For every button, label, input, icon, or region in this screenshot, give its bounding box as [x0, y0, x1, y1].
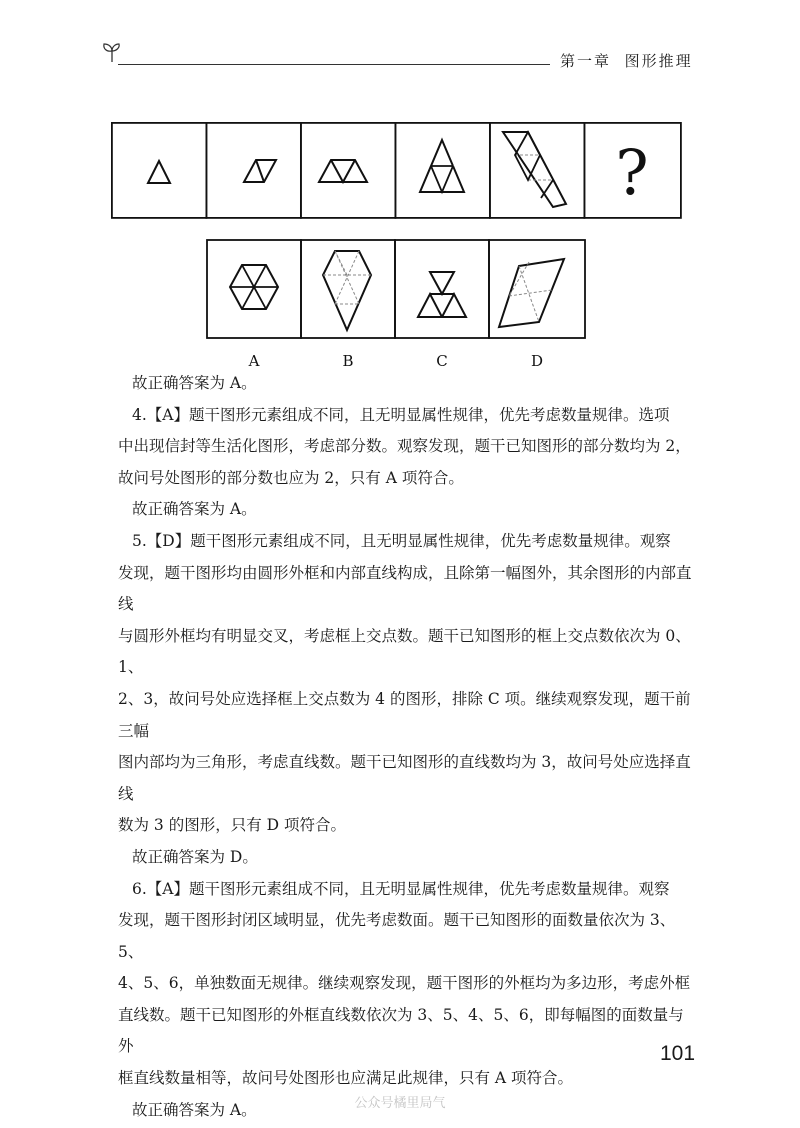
running-header [560, 50, 693, 71]
option-label-c: C [436, 352, 448, 370]
text-line: 5.【D】题干图形元素组成不同，且无明显属性规律，优先考虑数量规律。观察 [132, 531, 671, 550]
text-line: 故正确答案为 A。 [132, 374, 257, 392]
text-line: 直线数。题干已知图形的外框直线数依次为 3、5、4、5、6，即每幅图的面数量与外 [118, 1005, 684, 1056]
question-box [490, 123, 585, 218]
text-line: 中出现信封等生活化图形，考虑部分数。观察发现，题干已知图形的部分数均为 2， [118, 437, 691, 456]
question-box [206, 123, 301, 218]
text-line: 数为 3 的图形，只有 D 项符合。 [118, 816, 346, 835]
option-a-hexagon [230, 265, 278, 309]
header-rule [118, 64, 550, 65]
text-line: 图内部均为三角形，考虑直线数。题干已知图形的直线数均为 3，故问号处应选择直线 [118, 753, 691, 803]
solution-text [118, 368, 698, 1126]
paragraph [118, 400, 698, 495]
text-line: 2、3，故问号处应选择框上交点数为 4 的图形，排除 C 项。继续观察发现，题干前三幅 [118, 689, 691, 740]
question-mark: ? [615, 136, 649, 209]
option-labels [111, 340, 682, 370]
text-line: 故正确答案为 A。 [132, 1100, 257, 1119]
option-label-b: B [342, 352, 354, 370]
text-line: 发现，题干图形封闭区域明显，优先考虑数面。题干已知图形的面数量依次为 3、5、 [118, 911, 676, 961]
text-line: 4、5、6，单独数面无规律。继续观察发现，题干图形的外框均为多边形，考虑外框 [118, 974, 691, 993]
text-line: 与圆形外框均有明显交叉，考虑框上交点数。题干已知图形的框上交点数依次为 0、1、 [118, 626, 691, 677]
figure-two-triangles [244, 160, 276, 182]
figure-tilted-strip [503, 132, 566, 207]
question-box [301, 123, 396, 218]
figure-four-triangles [420, 140, 464, 192]
figure-three-triangles [319, 160, 367, 182]
option-box [395, 240, 489, 338]
option-box [489, 240, 585, 338]
text-line: 4.【A】题干图形元素组成不同，且无明显属性规律，优先考虑数量规律。选项 [132, 405, 670, 424]
option-box [207, 240, 301, 338]
text-line: 故正确答案为 A。 [132, 500, 257, 519]
watermark: 公众号橘里局气 [354, 1096, 446, 1111]
option-c-petals [418, 272, 466, 317]
question-box [395, 123, 490, 218]
option-label-d: D [530, 352, 544, 370]
text-line: 故正确答案为 D。 [132, 847, 258, 866]
question-figure [111, 122, 682, 340]
page-number: 101 [660, 1042, 696, 1065]
chapter-label: 第一章 [560, 52, 612, 70]
text-line: 故问号处图形的部分数也应为 2，只有 A 项符合。 [118, 468, 464, 487]
paragraph [118, 874, 698, 1095]
text-line: 框直线数量相等，故问号处图形也应满足此规律，只有 A 项符合。 [118, 1069, 574, 1088]
text-line: 发现，题干图形均由圆形外框和内部直线构成，且除第一幅图外，其余图形的内部直线 [118, 563, 692, 614]
option-label-a: A [248, 352, 260, 370]
text-line: 6.【A】题干图形元素组成不同，且无明显属性规律，优先考虑数量规律。观察 [132, 879, 670, 898]
paragraph [118, 526, 698, 842]
sprout-icon [100, 40, 124, 64]
chapter-title: 图形推理 [624, 52, 693, 70]
option-box [301, 240, 395, 338]
question-box [112, 123, 206, 218]
option-b-shield [323, 251, 371, 330]
paragraph [118, 494, 698, 526]
option-d-rhombus [499, 259, 564, 327]
paragraph [118, 368, 698, 400]
figure-single-triangle [148, 161, 170, 183]
paragraph [118, 842, 698, 874]
